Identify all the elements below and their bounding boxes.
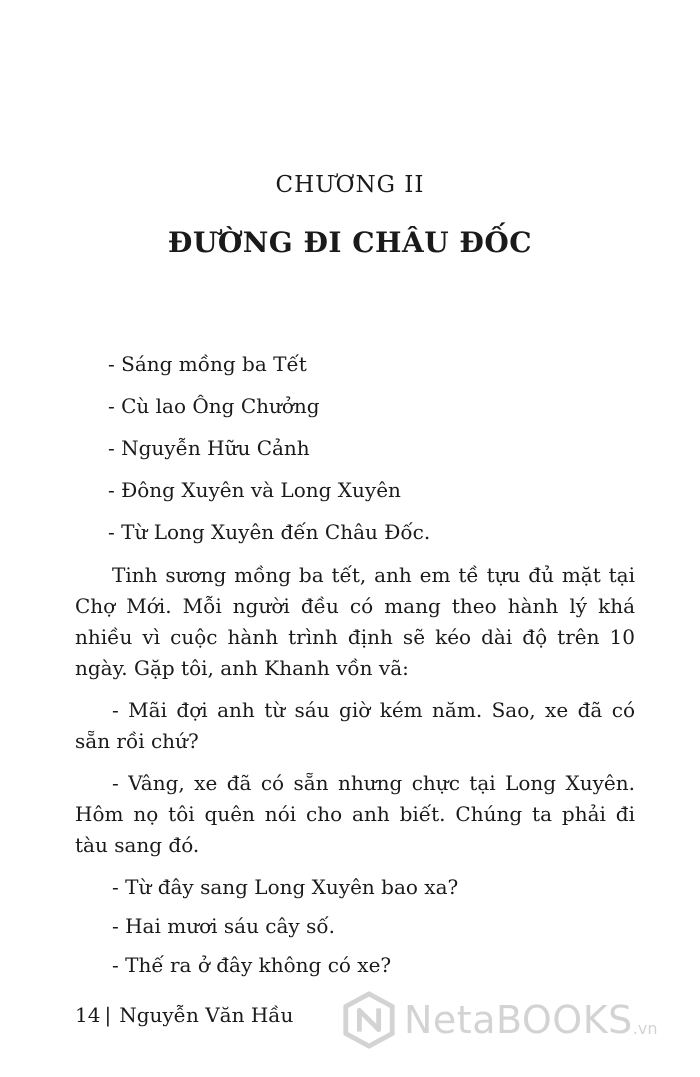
chapter-label: CHƯƠNG II: [275, 172, 425, 198]
summary-item: - Sáng mồng ba Tết: [108, 352, 307, 376]
summary-item: - Đông Xuyên và Long Xuyên: [108, 478, 401, 502]
paragraph: - Thế ra ở đây không có xe?: [112, 953, 392, 977]
summary-item: - Nguyễn Hữu Cảnh: [108, 436, 310, 460]
page-number: 14: [75, 1003, 101, 1027]
summary-item: - Cù lao Ông Chưởng: [108, 394, 320, 418]
paragraph: - Vâng, xe đã có sẵn nhưng chực tại Long Xuyên. Hôm nọ tôi quên nói cho anh biết. Chúng ta phải đi tàu sang đó.: [75, 771, 635, 857]
watermark-suffix: .vn: [632, 1019, 658, 1038]
author-name: Nguyễn Văn Hầu: [119, 1003, 294, 1027]
watermark-brand: NetaBOOKS: [404, 998, 633, 1042]
summary-item: - Từ Long Xuyên đến Châu Đốc.: [108, 520, 431, 544]
paragraph: Tinh sương mồng ba tết, anh em tề tựu đủ mặt tại Chợ Mới. Mỗi người đều có mang theo hành lý khá nhiều vì cuộc hành trình định sẽ kéo dài độ trên 10 ngày. Gặp tôi, anh Khanh vồn vã:: [75, 563, 635, 680]
chapter-title: ĐƯỜNG ĐI CHÂU ĐỐC: [167, 226, 533, 259]
page-footer: [75, 1003, 293, 1027]
paragraph: - Từ đây sang Long Xuyên bao xa?: [112, 875, 459, 899]
chapter-summary-list: [108, 350, 430, 560]
footer-separator: |: [104, 1003, 112, 1027]
paragraph: - Mãi đợi anh từ sáu giờ kém năm. Sao, xe đã có sẵn rồi chứ?: [75, 698, 635, 753]
body-text: [75, 560, 635, 989]
watermark: [340, 990, 680, 1050]
paragraph: - Hai mươi sáu cây số.: [112, 914, 335, 938]
netabooks-logo-icon: [340, 991, 398, 1049]
